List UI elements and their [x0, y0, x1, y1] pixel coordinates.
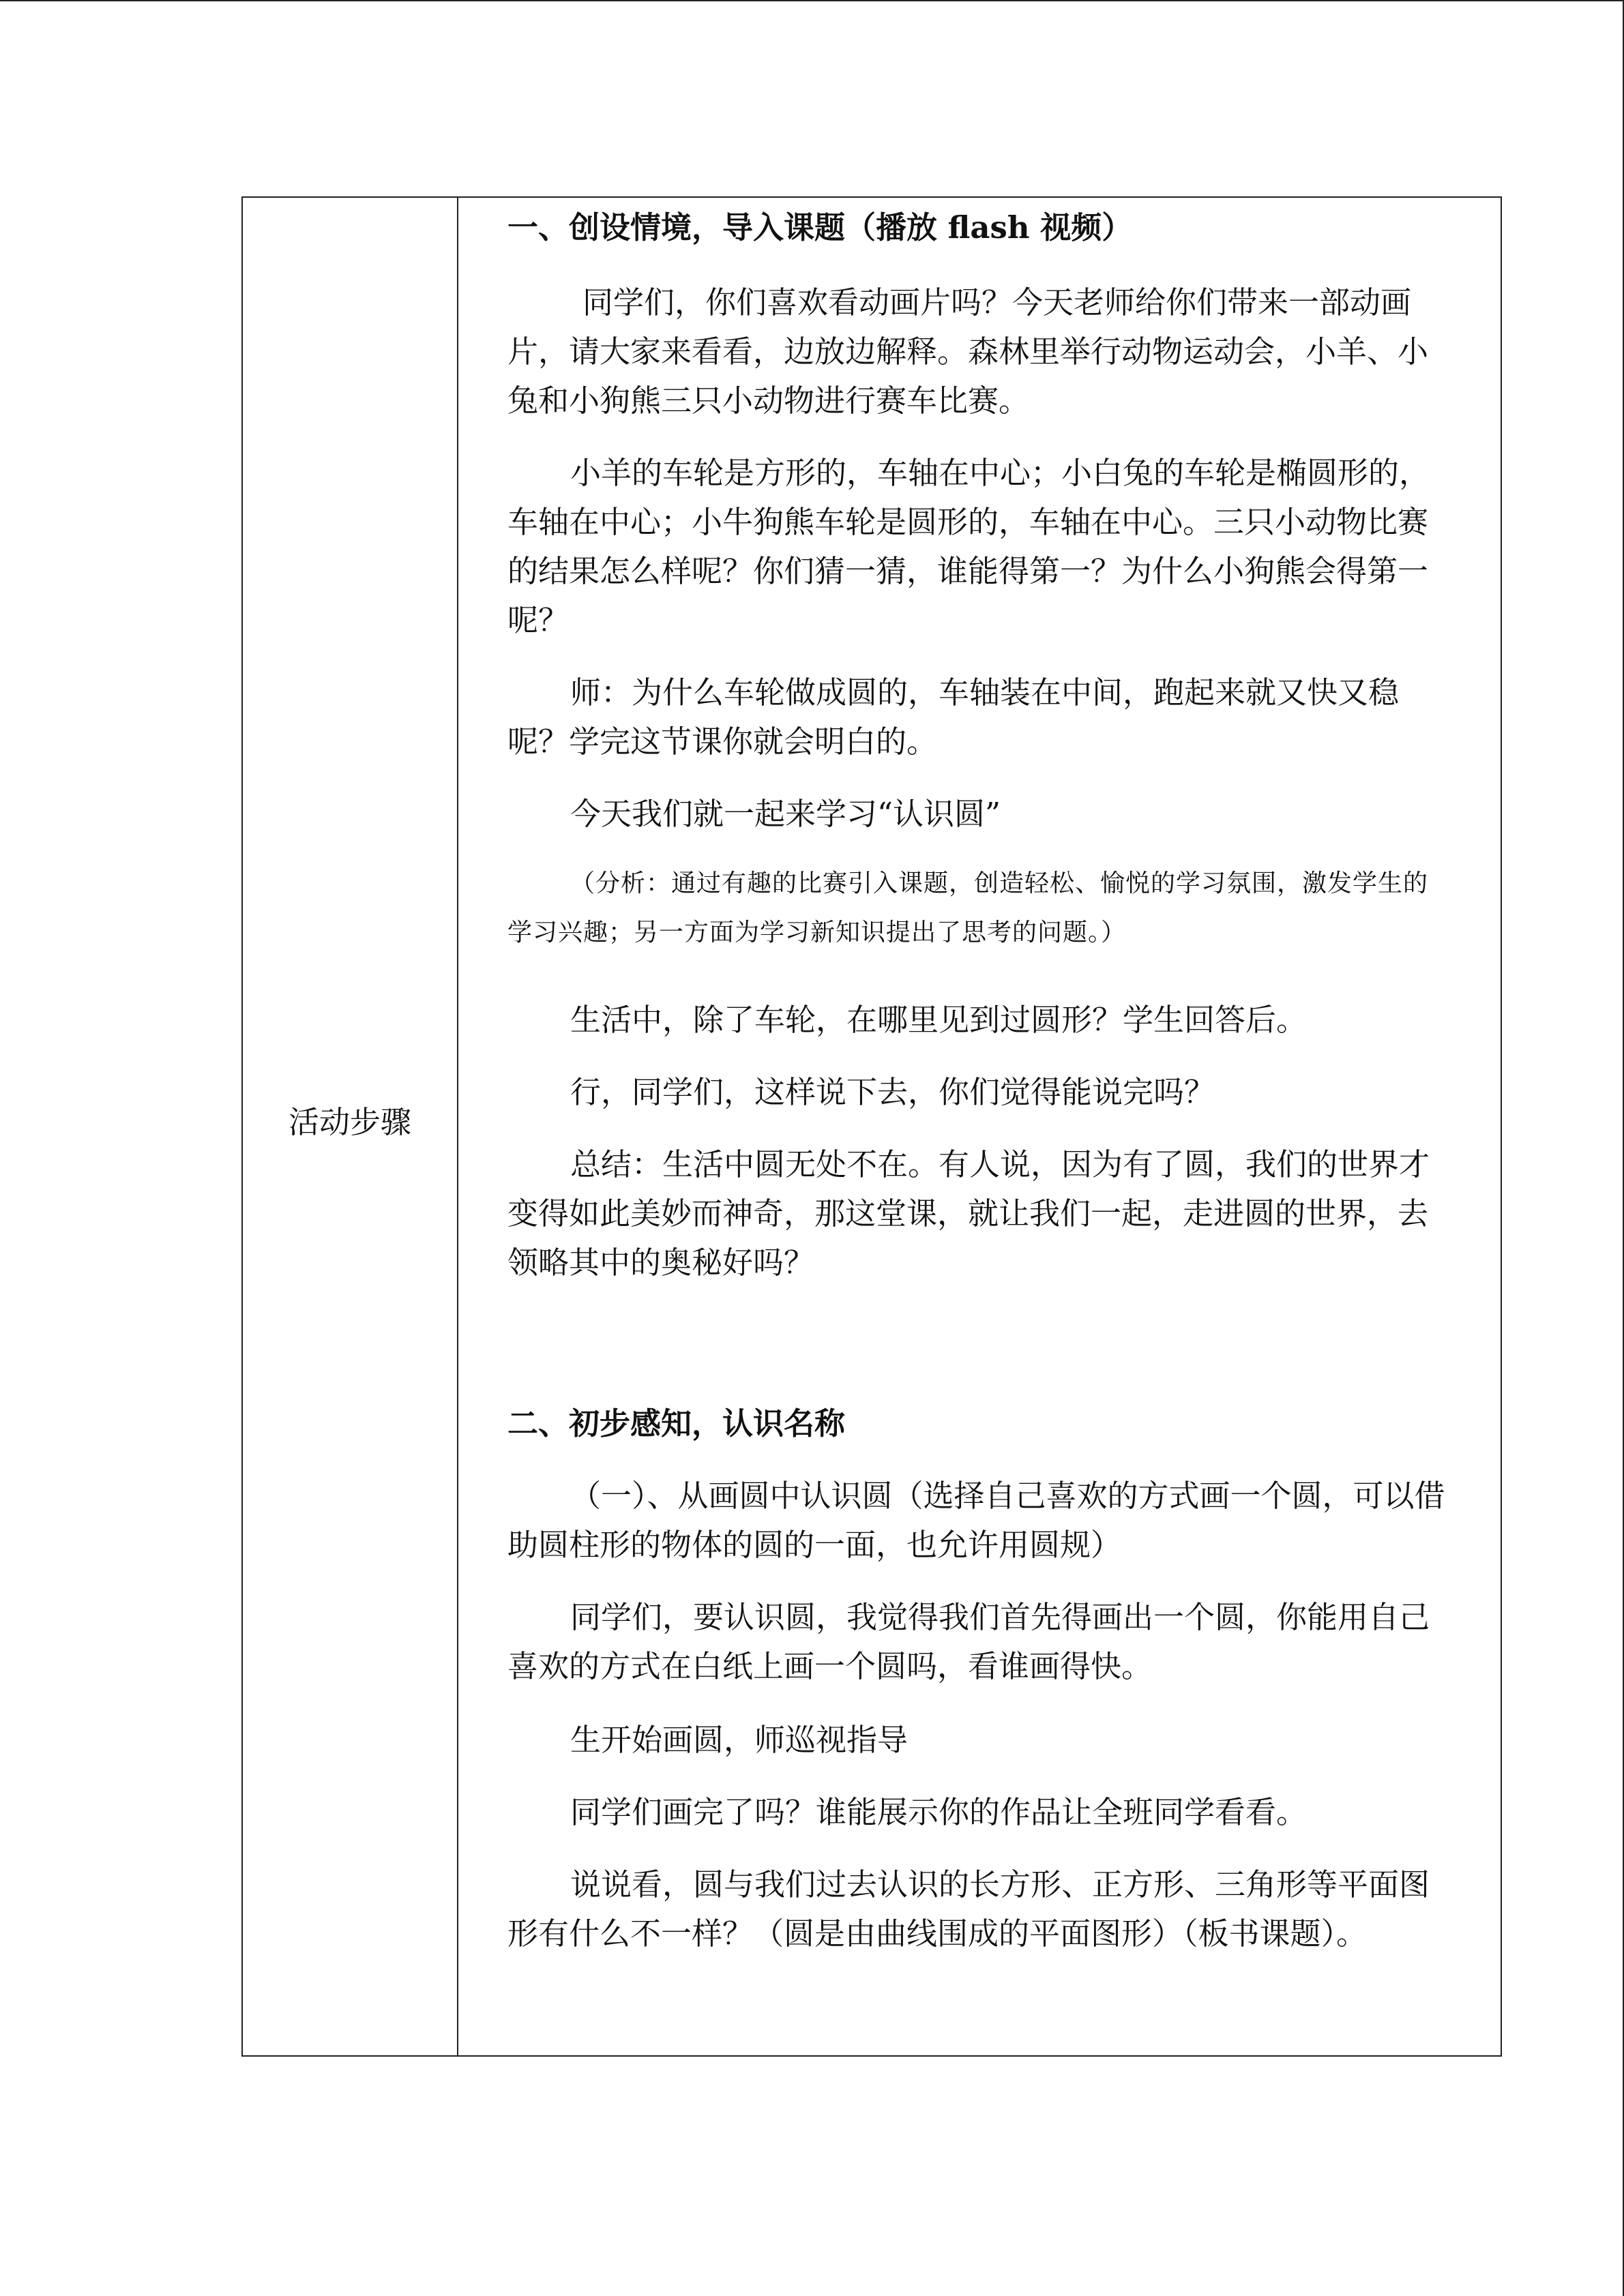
paragraph: 师：为什么车轮做成圆的，车轴装在中间，跑起来就又快又稳呢？学完这节课你就会明白的。 — [507, 674, 1400, 760]
analysis-note: （分析：通过有趣的比赛引入课题，创造轻松、愉悦的学习氛围，激发学生的学习兴趣；另一方面为学习新知识提出了思考的问题。） — [507, 869, 1429, 946]
paragraph: 总结：生活中圆无处不在。有人说，因为有了圆，我们的世界才变得如此美妙而神奇，那这堂课，就让我们一起，走进圆的世界，去领略其中的奥秘好吗？ — [507, 1146, 1430, 1281]
section1-heading: 一、创设情境，导入课题（播放 flash 视频） — [507, 209, 1133, 245]
row-label-cell — [243, 198, 458, 2055]
paragraph: 行，同学们，这样说下去，你们觉得能说完吗？ — [570, 1074, 1215, 1110]
paragraph: （一）、从画圆中认识圆（选择自己喜欢的方式画一个圆，可以借助圆柱形的物体的圆的一面，也允许用圆规） — [507, 1478, 1445, 1563]
page-top-border — [0, 0, 1624, 1]
paragraph: 今天我们就一起来学习“认识圆” — [570, 796, 1001, 832]
paragraph: 同学们，你们喜欢看动画片吗？今天老师给你们带来一部动画片，请大家来看看，边放边解释。森林里举行动物运动会，小羊、小兔和小狗熊三只小动物进行赛车比赛。 — [507, 284, 1429, 419]
paragraph: 同学们，要认识圆，我觉得我们首先得画出一个圆，你能用自己喜欢的方式在白纸上画一个圆吗，看谁画得快。 — [507, 1599, 1430, 1684]
paragraph: 生开始画圆，师巡视指导 — [570, 1722, 909, 1758]
paragraph: 生活中，除了车轮，在哪里见到过圆形？学生回答后。 — [570, 1002, 1308, 1038]
lesson-plan-table — [241, 196, 1502, 2057]
paragraph: 小羊的车轮是方形的，车轴在中心；小白兔的车轮是椭圆形的，车轴在中心；小牛狗熊车轮是圆形的，车轴在中心。三只小动物比赛的结果怎么样呢？你们猜一猜，谁能得第一？为什么小狗熊会得第一呢？ — [507, 455, 1430, 638]
section2-heading: 二、初步感知，认识名称 — [507, 1405, 846, 1442]
paragraph: 同学们画完了吗？谁能展示你的作品让全班同学看看。 — [570, 1794, 1308, 1830]
paragraph: 说说看，圆与我们过去认识的长方形、正方形、三角形等平面图形有什么不一样？（圆是由曲线围成的平面图形）（板书课题）。 — [507, 1866, 1430, 1952]
content-cell — [458, 198, 1501, 2055]
row-label: 活动步骤 — [288, 1104, 411, 1140]
